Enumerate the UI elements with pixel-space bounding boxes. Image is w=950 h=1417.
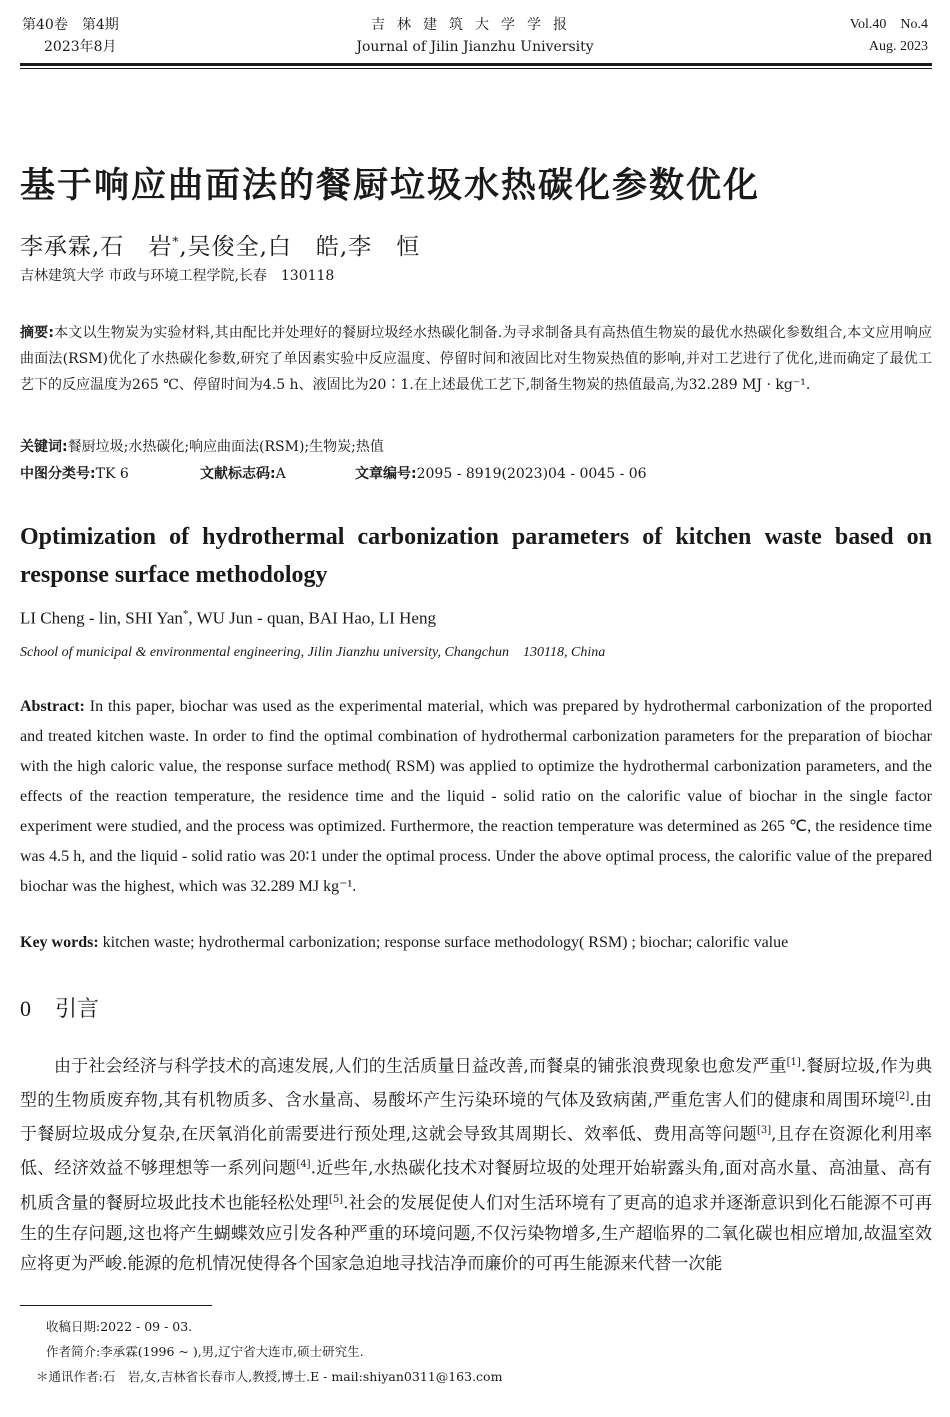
intro-text-5: .近些年,水热碳化技术对餐厨垃圾的处理开始崭露头角,面对高水量、高油量、高有机质含量的餐厨垃圾此技术也能轻松处理 [20, 1159, 933, 1214]
clc-value: TK 6 [95, 466, 129, 482]
abstract-cn-label: 摘要: [20, 325, 54, 341]
corresponding-mark-cn: * [172, 234, 180, 249]
authors-en-part-b: , WU Jun - quan, BAI Hao, LI Heng [188, 608, 436, 628]
journal-name-cn: 吉林建筑大学学报 [371, 17, 579, 33]
article-no-label: 文章编号: [355, 466, 417, 482]
intro-text-2: .餐厨垃圾,作为典型的生物质废弃物,其有机物质多、含水量高、易酸坏产生污染环境的气体及致病菌,严重危害人们的健康和周围环境 [20, 1056, 932, 1111]
intro-text-3: .由于餐厨垃圾成分复杂,在厌氧消化前需要进行预处理,这就会导致其周期长、效率低、费用高等问题 [20, 1090, 932, 1145]
abstract-en [20, 692, 932, 902]
intro-text-6: .社会的发展促使人们对生活环境有了更高的追求并逐渐意识到化石能源不可再生的生存问题,这也将产生蝴蝶效应引发各种严重的环境问题,不仅污染物增多,生产超临界的二氧化碳也相应增加,故温室效应将更为严峻.能源的危机情况使得各个国家急迫地寻找洁净而廉价的可再生能源来代替一次能 [20, 1193, 933, 1275]
keywords-en-label: Key words: [20, 934, 99, 951]
doc-code-value: A [275, 466, 286, 482]
authors-en-part-a: LI Cheng - lin, SHI Yan [20, 608, 183, 628]
paper-title-en: Optimization of hydrothermal carbonization parameters of kitchen waste based on response surface methodology [20, 524, 932, 588]
header-rule-thin [20, 68, 932, 69]
corresponding-mark-en: * [182, 608, 189, 620]
abstract-cn [20, 320, 932, 398]
citation-ref: [2] [895, 1091, 910, 1103]
authors-cn-part-b: ,吴俊全,白 皓,李 恒 [179, 234, 421, 260]
running-header-right [850, 14, 928, 58]
citation-ref: [4] [296, 1159, 311, 1171]
volume-issue-cn: 第40卷 第4期 [22, 17, 119, 33]
abstract-en-label: Abstract: [20, 698, 85, 715]
abstract-en-text: In this paper, biochar was used as the experimental material, which was prepared by hydrothermal carbonization of the proported and treated kitchen waste. In order to find the optimal combination of hydrothermal carbonization parameters for the preparation of biochar with the high caloric value, the response surface method( RSM) was applied to optimize the hydrothermal carbonization parameters, and the effects of the reaction temperature, the residence time and the liquid - solid ratio on the calorific value of biochar in the single factor experiment were studied, and the process was optimized. Furthermore, the reaction temperature was determined as 265 ℃, the residence time was 4.5 h, and the liquid - solid ratio was 20∶1 under the optimal process. Under the above optimal process, the calorific value of the prepared biochar was the highest, which was 32.289 MJ kg⁻¹. [20, 698, 932, 895]
footnote-corresponding: ＊通讯作者:石 岩,女,吉林省长春市人,教授,博士.E - mail:shiyan0311@163.com [36, 1369, 503, 1384]
keywords-en-text: kitchen waste; hydrothermal carbonization; response surface methodology( RSM) ; biochar; calorific value [102, 934, 789, 951]
paper-title-cn: 基于响应曲面法的餐厨垃圾水热碳化参数优化 [20, 166, 761, 206]
intro-text-4: ,且存在资源化利用率低、经济效益不够理想等一系列问题 [20, 1124, 932, 1180]
intro-text-1: 由于社会经济与科学技术的高速发展,人们的生活质量日益改善,而餐桌的铺张浪费现象也愈发严重 [54, 1056, 787, 1077]
section-heading [20, 992, 99, 1023]
citation-ref: [1] [786, 1057, 801, 1068]
clc-label: 中图分类号: [20, 466, 96, 482]
doc-code-label: 文献标志码: [200, 466, 276, 482]
date-en: Aug. 2023 [868, 39, 928, 54]
keywords-cn-text: 餐厨垃圾;水热碳化;响应曲面法(RSM);生物炭;热值 [67, 439, 384, 455]
authors-cn [20, 228, 420, 261]
keywords-cn [20, 436, 384, 456]
intro-paragraph [20, 1048, 932, 1280]
authors-cn-part-a: 李承霖,石 岩 [20, 234, 173, 260]
citation-ref: [5] [328, 1193, 344, 1205]
header-rule-thick [20, 63, 932, 66]
keywords-en [20, 934, 788, 952]
classification-line [20, 463, 647, 483]
keywords-cn-label: 关键词: [20, 439, 68, 455]
section-title: 引言 [55, 997, 100, 1022]
footnote-received: 收稿日期:2022 - 09 - 03. [46, 1319, 193, 1334]
affiliation-cn: 吉林建筑大学 市政与环境工程学院,长春 130118 [20, 268, 335, 284]
footnote-author-bio: 作者简介:李承霖(1996 ~ ),男,辽宁省大连市,硕士研究生. [46, 1344, 364, 1359]
date-cn: 2023年8月 [44, 39, 117, 55]
running-header-center [0, 14, 950, 58]
affiliation-en: School of municipal & environmental engineering, Jilin Jianzhu university, Changchun 130118, China [20, 645, 606, 660]
article-no-value: 2095 - 8919(2023)04 - 0045 - 06 [416, 466, 647, 482]
citation-ref: [3] [756, 1125, 772, 1137]
journal-name-en: Journal of Jilin Jianzhu University [356, 39, 594, 55]
authors-en [20, 608, 436, 629]
volume-issue-en: Vol.40 No.4 [849, 17, 928, 32]
footnote-rule [20, 1305, 212, 1306]
section-number: 0 [20, 996, 31, 1021]
abstract-cn-text: 本文以生物炭为实验材料,其由配比并处理好的餐厨垃圾经水热碳化制备.为寻求制备具有高热值生物炭的最优水热碳化参数组合,本文应用响应曲面法(RSM)优化了水热碳化参数,研究了单因素实验中反应温度、停留时间和液固比对生物炭热值的影响,并对工艺进行了优化,进而确定了最优工艺下的反应温度为265 ℃、停留时间为4.5 h、液固比为20∶1.在上述最优工艺下,制备生物炭的热值最高,为32.289 MJ · kg⁻¹. [20, 325, 932, 393]
